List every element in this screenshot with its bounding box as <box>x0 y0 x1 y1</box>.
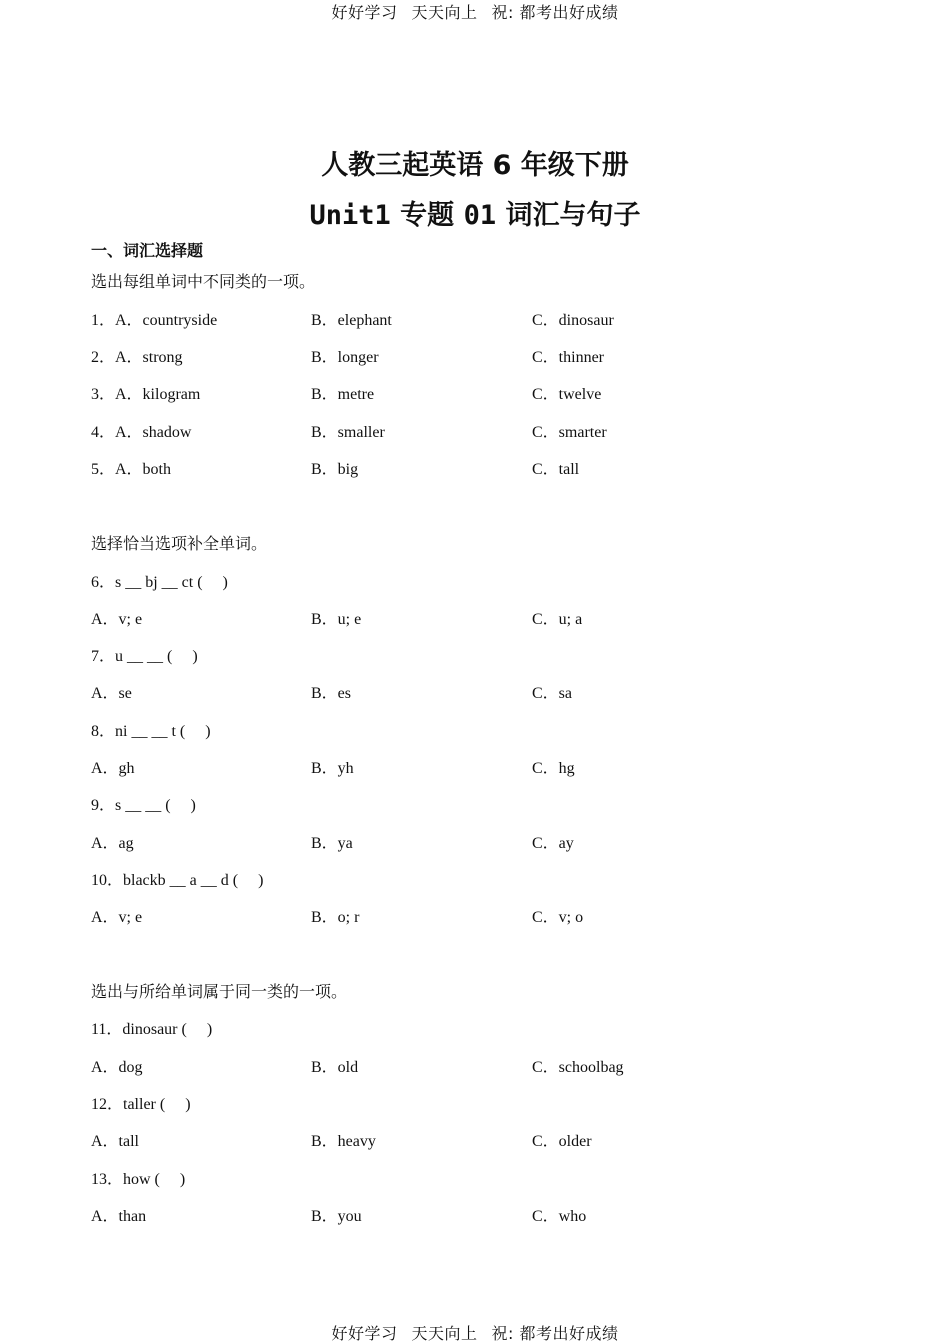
option-b: B．you <box>311 1208 362 1225</box>
option-a: 1．A．countryside <box>91 312 218 329</box>
option-a: 2．A．strong <box>91 349 183 366</box>
option-c: C．ay <box>532 835 574 852</box>
document-title: 人教三起英语 6 年级下册 <box>321 150 629 181</box>
option-c: C．v; o <box>532 909 584 926</box>
option-b: B．u; e <box>311 611 362 628</box>
option-a: 3．A．kilogram <box>91 386 201 403</box>
option-b: B．old <box>311 1059 359 1076</box>
document-subtitle <box>0 193 950 232</box>
option-b: B．yh <box>311 760 354 777</box>
option-b: B．elephant <box>311 312 392 329</box>
option-a: A．se <box>91 685 132 702</box>
header-text-2: 天天向上 <box>411 3 478 22</box>
option-b: B．ya <box>311 835 353 852</box>
option-c: C．who <box>532 1208 587 1225</box>
option-c: C．hg <box>532 760 575 777</box>
option-a: A．v; e <box>91 909 143 926</box>
option-c: C．thinner <box>532 349 604 366</box>
question-options <box>91 904 851 926</box>
question-options <box>91 1128 851 1150</box>
question-row <box>91 456 851 478</box>
option-b: B．heavy <box>311 1133 376 1150</box>
option-a: A．than <box>91 1208 147 1225</box>
question-stem: 12．taller ( ) <box>91 1096 191 1113</box>
question-row <box>91 381 851 403</box>
question-stem: 13．how ( ) <box>91 1171 186 1188</box>
option-a: 4．A．shadow <box>91 424 192 441</box>
instruction-1: 选出每组单词中不同类的一项。 <box>91 274 316 291</box>
subtitle-name: 词汇与句子 <box>496 200 641 231</box>
subtitle-topic: 专题 <box>390 200 464 231</box>
question-options <box>91 830 851 852</box>
question-stem: 6．s __ bj __ ct ( ) <box>91 574 228 591</box>
option-a: A．ag <box>91 835 134 852</box>
option-a: A．dog <box>91 1059 143 1076</box>
option-c: C．older <box>532 1133 592 1150</box>
option-b: B．metre <box>311 386 375 403</box>
question-options <box>91 755 851 777</box>
option-c: C．smarter <box>532 424 607 441</box>
question-row <box>91 419 851 441</box>
question-options <box>91 606 851 628</box>
section-heading: 一、词汇选择题 <box>91 241 204 260</box>
option-c: C．dinosaur <box>532 312 614 329</box>
question-options <box>91 680 851 702</box>
header-text-3: 祝: 都考出好成绩 <box>491 3 619 22</box>
question-stem: 10．blackb __ a __ d ( ) <box>91 872 264 889</box>
footer-text-3: 祝: 都考出好成绩 <box>491 1324 619 1343</box>
header-text-1: 好好学习 <box>331 3 398 22</box>
option-c: C．tall <box>532 461 580 478</box>
footer-text-1: 好好学习 <box>331 1324 398 1343</box>
question-options <box>91 1203 851 1225</box>
subtitle-unit: Unit1 <box>309 200 391 231</box>
page-footer <box>0 1321 950 1344</box>
footer-text-2: 天天向上 <box>411 1324 478 1343</box>
option-b: B．big <box>311 461 359 478</box>
question-row <box>91 307 851 329</box>
option-a: A．v; e <box>91 611 143 628</box>
option-a: 5．A．both <box>91 461 172 478</box>
option-c: C．sa <box>532 685 573 702</box>
question-options <box>91 1054 851 1076</box>
option-b: B．es <box>311 685 352 702</box>
question-stem: 9．s __ __ ( ) <box>91 797 196 814</box>
question-stem: 7．u __ __ ( ) <box>91 648 198 665</box>
option-b: B．o; r <box>311 909 360 926</box>
option-a: A．gh <box>91 760 135 777</box>
subtitle-number: 01 <box>463 200 497 231</box>
option-c: C．twelve <box>532 386 602 403</box>
option-c: C．schoolbag <box>532 1059 624 1076</box>
option-a: A．tall <box>91 1133 139 1150</box>
option-c: C．u; a <box>532 611 583 628</box>
question-stem: 11．dinosaur ( ) <box>91 1021 213 1038</box>
option-b: B．longer <box>311 349 379 366</box>
instruction-2: 选择恰当选项补全单词。 <box>91 536 268 553</box>
question-stem: 8．ni __ __ t ( ) <box>91 723 211 740</box>
page-header <box>0 0 950 23</box>
question-row <box>91 344 851 366</box>
option-b: B．smaller <box>311 424 385 441</box>
instruction-3: 选出与所给单词属于同一类的一项。 <box>91 984 348 1001</box>
